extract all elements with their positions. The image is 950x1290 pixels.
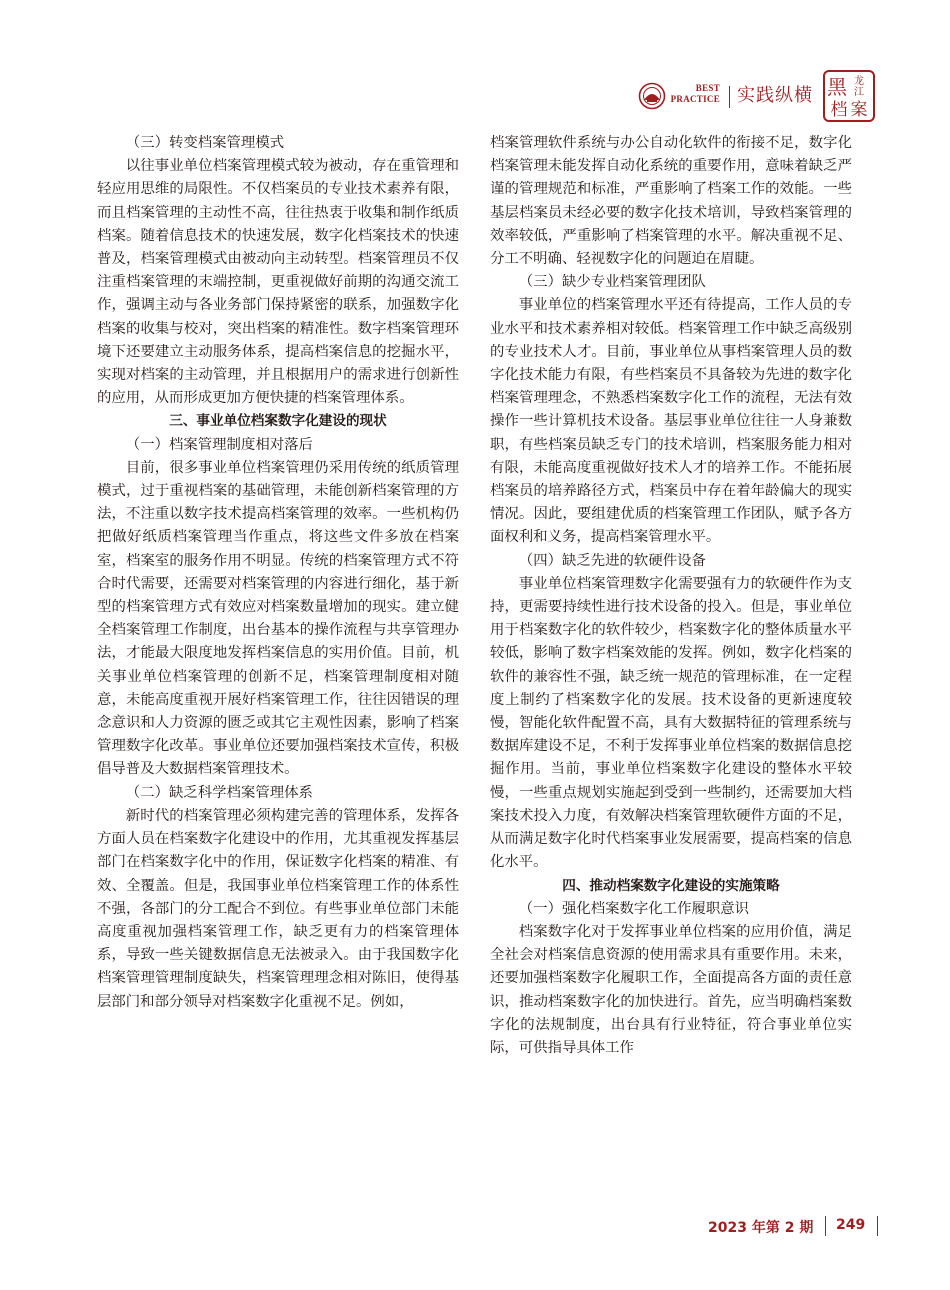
- subsection-heading: （四）缺乏先进的软硬件设备: [518, 552, 706, 569]
- header-divider: [729, 86, 730, 108]
- page-footer: [700, 1214, 880, 1238]
- paragraph: 档案数字化对于发挥事业单位档案的应用价值，满足全社会对档案信息资源的使用需求具有重要作用。未来，还要加强档案数字化履职工作，全面提高各方面的责任意识，推动档案数字化的加快进行。首先，应当明确档案数字化的法规制度，出台具有行业特征，符合事业单位实际，可供指导具体工作: [490, 923, 852, 1056]
- best-text: BEST: [695, 83, 720, 93]
- subsection-heading: （一）强化档案数字化工作履职意识: [518, 900, 750, 917]
- subsection-heading: （二）缺乏科学档案管理体系: [125, 784, 313, 801]
- section-heading: 四、推动档案数字化建设的实施策略: [562, 877, 780, 894]
- journal-logo-seal: [823, 70, 875, 122]
- emblem-icon: [638, 82, 666, 110]
- paragraph: 目前，很多事业单位档案管理仍采用传统的纸质管理模式，过于重视档案的基础管理，未能创新档案管理的方法，不注重以数字技术提高档案管理的效率。一些机构仍把做好纸质档案管理当作重点，将这些文件多放在档案室，档案室的服务作用不明显。传统的档案管理方式不符合时代需要，还需要对档案管理的内容进行细化，基于新型的档案管理方式有效应对档案数量增加的现实。建立健全档案管理工作制度，出台基本的操作流程与共享管理办法，才能最大限度地发挥档案信息的实用价值。目前，机关事业单位档案管理的创新不足，档案管理制度相对随意，未能高度重视开展好档案管理工作，往往因错误的理念意识和人力资源的匮乏或其它主观性因素，影响了档案管理数字化改革。事业单位还要加强档案技术宣传，积极倡导普及大数据档案管理技术。: [97, 459, 459, 778]
- paragraph: 事业单位的档案管理水平还有待提高，工作人员的专业水平和技术素养相对较低。档案管理工作中缺乏高级别的专业技术人才。目前，事业单位从事档案管理人员的数字化技术能力有限，有些档案员不具备较为先进的数字化档案管理理念，不熟悉档案数字化工作的流程，无法有效操作一些计算机技术设备。基层事业单位往往一人身兼数职，有些档案员缺乏专门的技术培训，档案服务能力相对有限，未能高度重视做好技术人才的培养工作。不能拓展档案员的培养路径方式，档案员中存在着年龄偏大的现实情况。因此，要组建优质的档案管理工作团队，赋予各方面权利和义务，提高档案管理水平。: [490, 297, 852, 546]
- section-title: 实践纵横: [737, 85, 813, 106]
- page-header: [0, 70, 950, 130]
- svg-text:黑: 黑: [827, 75, 847, 99]
- paragraph: 以往事业单位档案管理模式较为被动，存在重管理和轻应用思维的局限性。不仅档案员的专业技术素养有限，而且档案管理的主动性不高，往往热衷于收集和制作纸质档案。随着信息技术的快速发展，数字化档案技术的快速普及，档案管理模式由被动向主动转型。档案管理员不仅注重档案管理的末端控制，更重视做好前期的沟通交流工作，强调主动与各业务部门保持紧密的联系，加强数字化档案的收集与校对，突出档案的精准性。数字档案管理环境下还要建立主动服务体系，提高档案信息的挖掘水平，实现对档案的主动管理，并且根据用户的需求进行创新性的应用，从而形成更加方便快捷的档案管理体系。: [97, 158, 459, 407]
- paragraph-continued: 档案管理软件系统与办公自动化软件的衔接不足，数字化档案管理未能发挥自动化系统的重要作用，意味着缺乏严谨的管理规范和标准，严重影响了档案工作的效能。一些基层档案员未经必要的数字化技术培训，导致档案管理的效率较低，严重影响了档案管理的水平。解决重视不足、分工不明确、轻视数字化的问题迫在眉睫。: [490, 135, 852, 268]
- paragraph: 新时代的档案管理必须构建完善的管理体系，发挥各方面人员在档案数字化建设中的作用，尤其重视发挥基层部门在档案数字化中的作用，保证数字化档案的精准、有效、全覆盖。但是，我国事业单位档案管理工作的体系性不强，各部门的分工配合不到位。有些事业单位部门未能高度重视加强档案管理工作，缺乏更有力的档案管理体系，导致一些关键数据信息无法被录入。由于我国数字化档案管理管理制度缺失，档案管理理念相对陈旧，使得基层部门和部分领导对档案数字化重视不足。例如，: [97, 807, 459, 1010]
- svg-text:案: 案: [850, 100, 868, 120]
- section-heading: 三、事业单位档案数字化建设的现状: [169, 413, 387, 430]
- footer-divider: [825, 1216, 826, 1236]
- subsection-heading: （三）缺少专业档案管理团队: [518, 274, 706, 291]
- svg-text:江: 江: [854, 87, 864, 98]
- right-column: [490, 132, 852, 1060]
- left-column: [97, 132, 459, 1014]
- footer-divider-end: [877, 1216, 878, 1236]
- svg-text:档: 档: [830, 100, 848, 120]
- issue-label: 2023 年第 2 期: [708, 1220, 814, 1236]
- subsection-heading: （一）档案管理制度相对落后: [125, 436, 313, 453]
- practice-text: PRACTICE: [670, 94, 720, 104]
- page-number: 249: [836, 1217, 866, 1233]
- svg-text:龙: 龙: [854, 76, 864, 87]
- best-practice-label: [668, 83, 720, 105]
- paragraph: 事业单位档案管理数字化需要强有力的软硬件作为支持，更需要持续性进行技术设备的投入。但是，事业单位用于档案数字化的软件较少，档案数字化的整体质量水平较低，影响了数字档案效能的发挥。例如，数字化档案的软件的兼容性不强，缺乏统一规范的管理标准，在一定程度上制约了档案数字化的发展。技术设备的更新速度较慢，智能化软件配置不高，具有大数据特征的管理系统与数据库建设不足，不利于发挥事业单位档案的数据信息挖掘作用。当前，事业单位档案数字化建设的整体水平较慢，一些重点规划实施起到受到一些制约，还需要加大档案技术投入力度，有效解决档案管理软硬件方面的不足，从而满足数字化时代档案事业发展需要，提高档案的信息化水平。: [490, 575, 852, 871]
- subsection-heading: （三）转变档案管理模式: [125, 135, 285, 151]
